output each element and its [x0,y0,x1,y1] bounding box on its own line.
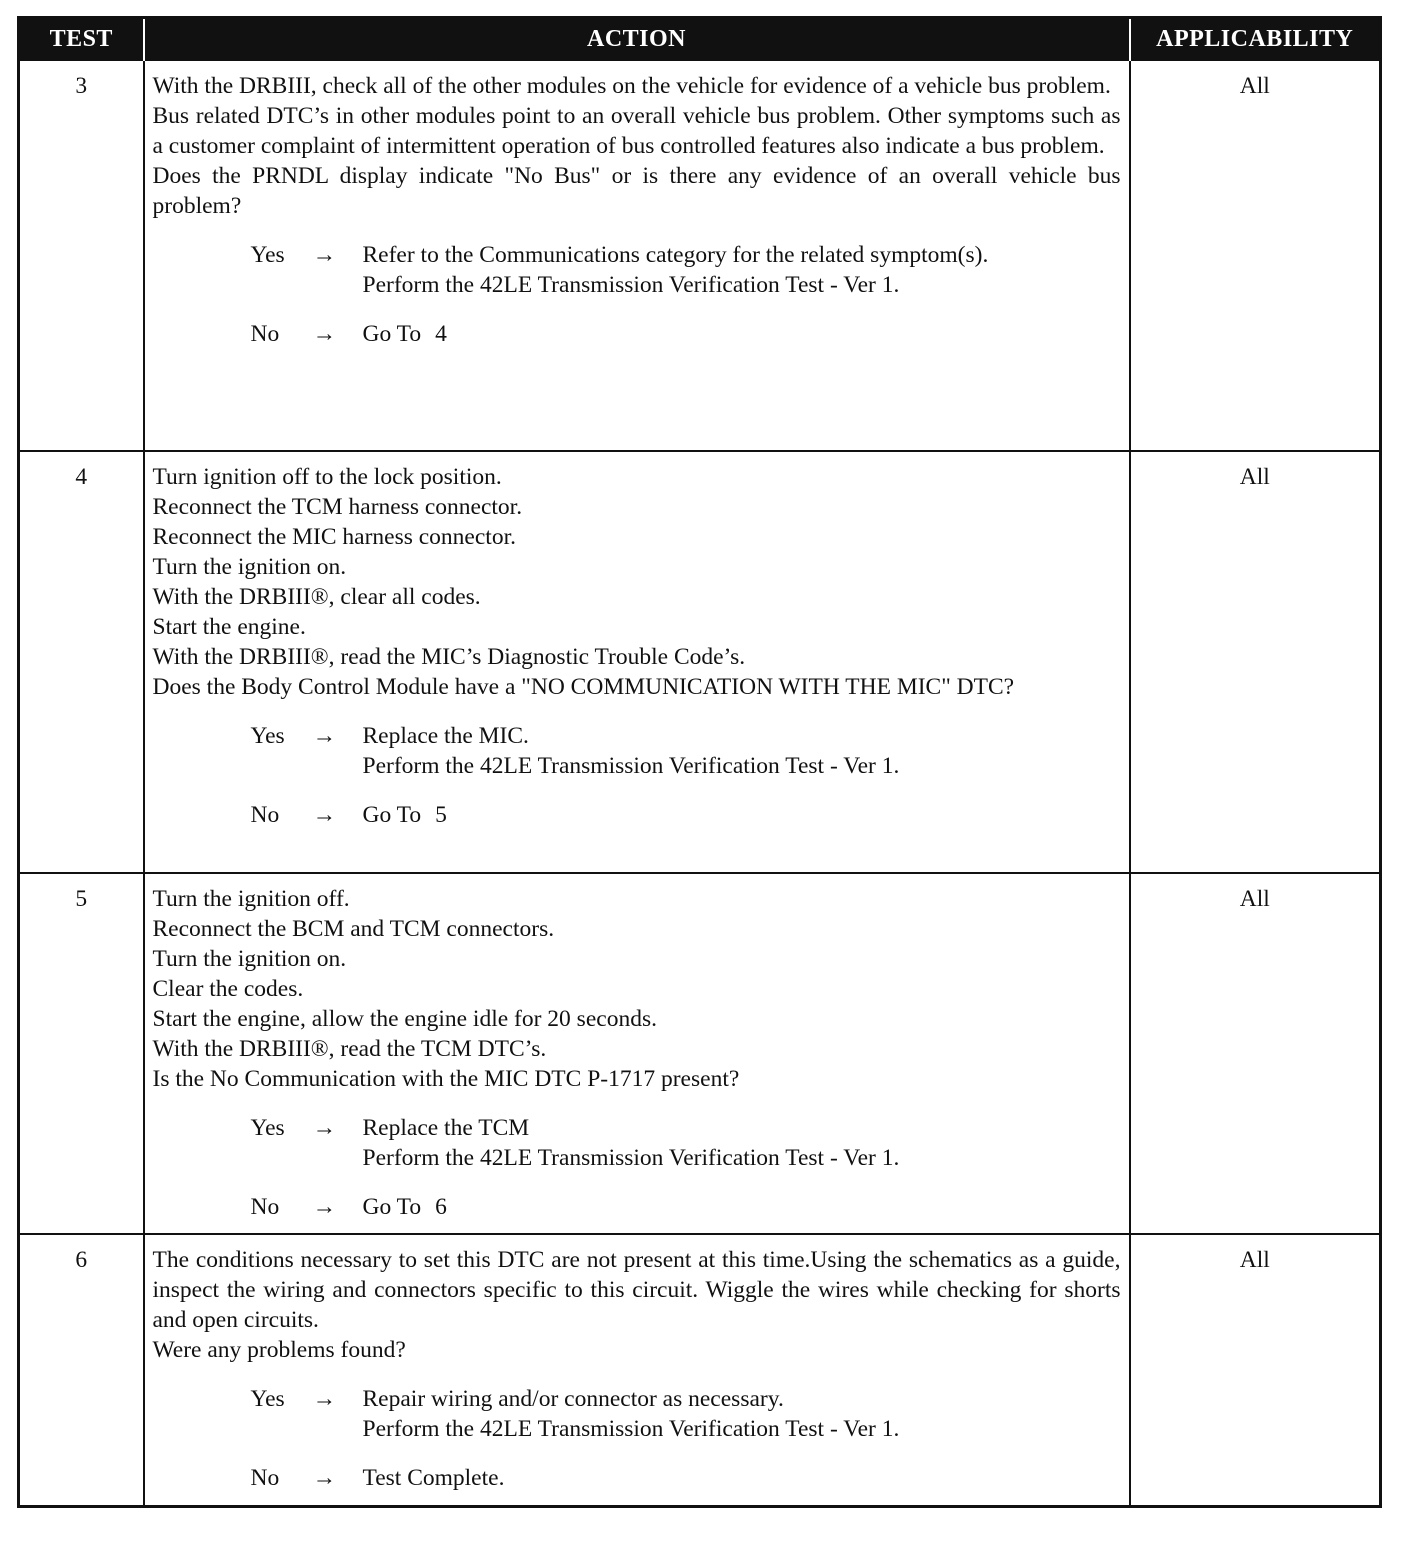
yes-result [363,240,1121,300]
no-result [363,800,1121,830]
arrow-right-icon: → [312,1194,336,1220]
arrow-right-icon: → [312,1115,336,1141]
outcomes [153,240,1121,349]
no-result-text: Go To [362,1194,422,1220]
test-number: 6 [19,1234,144,1506]
goto-test-number: 5 [435,802,447,828]
arrow-right-icon: → [312,1465,336,1491]
yes-result [363,1113,1121,1173]
no-outcome [153,800,1121,830]
action-step: Were any problems found? [152,1337,406,1363]
no-outcome [153,1463,1121,1493]
action-step: Clear the codes. [152,976,304,1002]
applicability-value: All [1130,873,1381,1234]
outcomes [153,1384,1121,1493]
no-result-text: Test Complete. [362,1465,505,1491]
table-row [19,1234,1381,1506]
action-step: Does the PRNDL display indicate "No Bus" or is there any evidence of an overall vehicle bus problem? [152,163,1121,219]
arrow-right-icon: → [312,242,336,268]
yes-result-line: Replace the MIC. [362,723,529,749]
table-row [19,873,1381,1234]
action-cell [144,1234,1130,1506]
goto-test-number: 6 [435,1194,447,1220]
action-step: With the DRBIII, check all of the other modules on the vehicle for evidence of a vehicle bus problem. [152,73,1111,99]
applicability-value: All [1130,1234,1381,1506]
applicability-value: All [1130,60,1381,451]
action-step: With the DRBIII®, read the TCM DTC’s. [152,1036,547,1062]
no-outcome [153,1192,1121,1222]
outcomes [153,721,1121,830]
table-row [19,60,1381,451]
yes-outcome [153,1384,1121,1444]
action-step: Turn the ignition on. [152,554,347,580]
action-cell [144,451,1130,873]
goto-test-number: 4 [435,321,447,347]
no-result-text: Go To [362,802,422,828]
no-result [363,319,1121,349]
yes-outcome [153,1113,1121,1173]
no-result [363,1463,1121,1493]
table-header-row [19,18,1381,61]
action-cell [144,60,1130,451]
header-test: TEST [19,18,144,61]
header-action: ACTION [144,18,1130,61]
arrow-right-icon: → [312,1386,336,1412]
no-result [363,1192,1121,1222]
outcomes [153,1113,1121,1222]
yes-result-line: Refer to the Communications category for the related symptom(s). [362,242,989,268]
action-step: Turn the ignition off. [152,886,350,912]
yes-result-line: Perform the 42LE Transmission Verification Test - Ver 1. [362,1145,900,1171]
yes-outcome [153,240,1121,300]
no-label: No [250,802,280,828]
test-number: 3 [19,60,144,451]
yes-result [363,1384,1121,1444]
yes-result [363,721,1121,781]
action-step: With the DRBIII®, read the MIC’s Diagnostic Trouble Code’s. [152,644,746,670]
yes-label: Yes [250,1115,285,1141]
no-label: No [250,1465,280,1491]
yes-label: Yes [250,1386,285,1412]
action-step: The conditions necessary to set this DTC are not present at this time.Using the schematics as a guide, inspect the wiring and connectors specific to this circuit. Wiggle the wires while checking for shorts and open circuits. [152,1247,1121,1333]
action-step: Start the engine. [152,614,306,640]
yes-result-line: Replace the TCM [362,1115,530,1141]
applicability-value: All [1130,451,1381,873]
yes-result-line: Repair wiring and/or connector as necessary. [362,1386,784,1412]
yes-outcome [153,721,1121,781]
arrow-right-icon: → [312,321,336,347]
action-step: Reconnect the BCM and TCM connectors. [152,916,555,942]
table-body [19,60,1381,1506]
action-step: Reconnect the TCM harness connector. [152,494,523,520]
test-number: 5 [19,873,144,1234]
yes-result-line: Perform the 42LE Transmission Verification Test - Ver 1. [362,753,900,779]
action-step: Turn ignition off to the lock position. [152,464,502,490]
action-step: Does the Body Control Module have a "NO COMMUNICATION WITH THE MIC" DTC? [152,674,1015,700]
header-applicability: APPLICABILITY [1130,18,1381,61]
action-step: With the DRBIII®, clear all codes. [152,584,481,610]
action-step: Start the engine, allow the engine idle for 20 seconds. [152,1006,657,1032]
action-step: Bus related DTC’s in other modules point to an overall vehicle bus problem. Other symptoms such as a customer complaint of intermittent operation of bus controlled features also indicate a bus problem. [152,103,1121,159]
action-step: Turn the ignition on. [152,946,347,972]
yes-result-line: Perform the 42LE Transmission Verification Test - Ver 1. [362,272,900,298]
yes-label: Yes [250,242,285,268]
arrow-right-icon: → [312,723,336,749]
action-cell [144,873,1130,1234]
action-step: Is the No Communication with the MIC DTC P-1717 present? [152,1066,740,1092]
table-row [19,451,1381,873]
arrow-right-icon: → [312,802,336,828]
no-label: No [250,321,280,347]
yes-label: Yes [250,723,285,749]
test-number: 4 [19,451,144,873]
no-result-text: Go To [362,321,422,347]
yes-result-line: Perform the 42LE Transmission Verification Test - Ver 1. [362,1416,900,1442]
action-step: Reconnect the MIC harness connector. [152,524,516,550]
diagnostic-test-table [17,16,1382,1508]
no-outcome [153,319,1121,349]
no-label: No [250,1194,280,1220]
